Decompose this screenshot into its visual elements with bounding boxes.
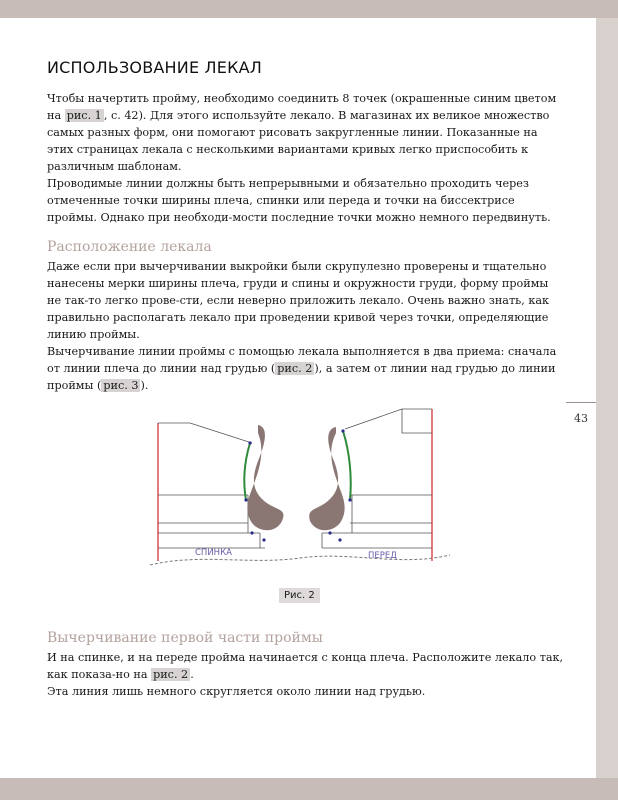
bottom-border	[0, 778, 618, 800]
figure-reference[interactable]: рис. 2	[153, 668, 189, 681]
section-heading: Вычерчивание первой части проймы	[47, 630, 323, 646]
pattern-illustration	[140, 403, 460, 583]
figure-caption: Рис. 2	[279, 588, 320, 603]
page-title: ИСПОЛЬЗОВАНИЕ ЛЕКАЛ	[47, 58, 263, 77]
intro-paragraph-2: Проводимые линии должны быть непрерывными и обязательно проходить через отмеченные точки ширины плеча, спинки или переда и точки на биссектрисе проймы. Однако при необходи-мости последние точки можно немного передвинуть.	[47, 177, 551, 224]
back-label: СПИНКА	[195, 548, 232, 558]
section2-paragraph: И на спинке, и на переде пройма начинается с конца плеча. Расположите лекало так, как показа-но на рис. 2 .	[47, 651, 564, 681]
back-armhole-curve	[244, 443, 250, 500]
french-curve-ruler-icon	[309, 427, 344, 530]
section-heading: Расположение лекала	[47, 239, 212, 255]
french-curve-ruler-icon	[247, 425, 283, 530]
front-label: ПЕРЕД	[368, 551, 397, 561]
top-border	[0, 0, 618, 18]
section2-paragraph-2: Эта линия лишь немного скругляется около линии над грудью.	[47, 685, 426, 698]
section2	[47, 630, 567, 700]
main-content	[47, 58, 557, 394]
intro-paragraph: Чтобы начертить пройму, необходимо соединить 8 точек (окрашенные синим цветом на рис. 1 , с. 42). Для этого используйте лекало. В магазинах их великое множество самых разных форм, они помогают рисовать закругленные линии. Показанные на этих страницах лекала с несколькими вариантами кривых легко приспособить к различным шаблонам.	[47, 92, 557, 173]
figure-reference[interactable]: рис. 2	[277, 362, 313, 375]
section1-paragraph: Даже если при вычерчивании выкройки были скрупулезно проверены и тщательно нанесены мерки ширины плеча, груди и спины и окружности груди, форму проймы не так-то легко прове-сти, если неверно приложить лекало. Очень важно знать, как правильно располагать лекало при проведении кривой через точки, определяющие линию проймы.	[47, 260, 550, 341]
section1-paragraph-2: Вычерчивание линии проймы с помощью лекала выполняется в два приема: сначала от линии плеча до линии над грудью ( рис. 2 ), а затем от линии над грудью до линии проймы ( рис. 3 ).	[47, 345, 557, 392]
side-margin-strip	[596, 18, 618, 778]
page-number: 43	[574, 412, 588, 425]
figure-reference[interactable]: рис. 3	[103, 379, 139, 392]
figure-reference[interactable]: рис. 1	[66, 109, 102, 122]
front-armhole-curve	[343, 431, 351, 500]
page-number-rule	[566, 402, 596, 403]
